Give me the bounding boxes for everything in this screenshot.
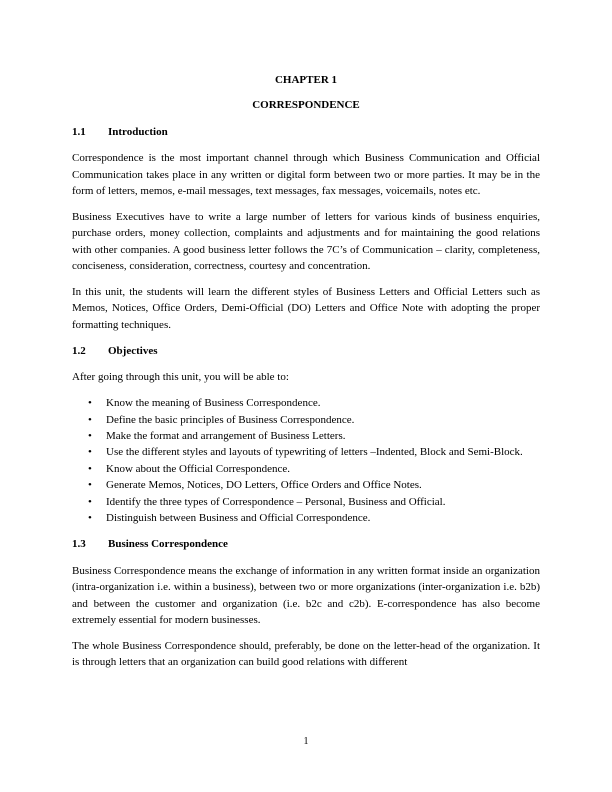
section-number: 1.3 <box>72 538 86 551</box>
section-heading-business-correspondence <box>72 536 540 552</box>
page-content <box>72 72 540 680</box>
page-number: 1 <box>303 736 309 747</box>
bullet-icon: • <box>88 446 92 459</box>
list-item: • Identify the three types of Correspondence – Personal, Business and Official. <box>72 494 540 510</box>
list-item: • Know the meaning of Business Correspondence. <box>72 395 540 411</box>
chapter-label: CHAPTER 1 <box>274 74 338 86</box>
section-title: Objectives <box>108 344 158 357</box>
chapter-title: CORRESPONDENCE <box>252 99 360 112</box>
list-item: • Distinguish between Business and Official Correspondence. <box>72 510 540 526</box>
list-item: • Know about the Official Correspondence. <box>72 461 540 477</box>
list-item: • Generate Memos, Notices, DO Letters, Office Orders and Office Notes. <box>72 477 540 493</box>
bullet-icon: • <box>88 511 92 524</box>
business-paragraph-2: The whole Business Correspondence should, preferably, be done on the letter-head of the organization. It is through letters that an organization can build good relations with different <box>72 639 540 669</box>
bullet-icon: • <box>88 413 92 426</box>
list-item: • Make the format and arrangement of Business Letters. <box>72 428 540 444</box>
bullet-icon: • <box>88 462 92 475</box>
section-title: Introduction <box>108 125 168 138</box>
section-number: 1.2 <box>72 344 86 357</box>
section-heading-introduction <box>72 124 540 140</box>
bullet-icon: • <box>88 429 92 442</box>
bullet-icon: • <box>88 479 92 492</box>
objectives-list <box>72 395 540 526</box>
section-title: Business Correspondence <box>108 538 228 551</box>
objectives-lead: After going through this unit, you will be able to: <box>72 371 289 384</box>
bullet-icon: • <box>88 495 92 508</box>
list-item: • Define the basic principles of Business Correspondence. <box>72 412 540 428</box>
intro-paragraph-2: Business Executives have to write a large number of letters for various kinds of business enquiries, purchase orders, money collection, complaints and adjustments and for maintaining the good relations with other companies. A good business letter follows the 7C’s of Communication – clarity, completeness, conciseness, consideration, correctness, courtesy and concentration. <box>72 210 540 273</box>
list-item: • Use the different styles and layouts of typewriting of letters –Indented, Block and Semi-Block. <box>72 444 540 460</box>
section-heading-objectives <box>72 343 540 359</box>
business-paragraph-1: Business Correspondence means the exchange of information in any written format inside an organization (intra-organization i.e. within a business), between two or more organizations (inter-organization i.e. b2b) and between the customer and organization (i.e. b2c and c2b). E-correspondence has also become extremely essential for modern businesses. <box>72 564 540 626</box>
bullet-icon: • <box>88 397 92 410</box>
intro-paragraph-3: In this unit, the students will learn the different styles of Business Letters and Official Letters such as Memos, Notices, Office Orders, Demi-Official (DO) Letters and Office Note with adopting the proper formatting techniques. <box>72 286 540 331</box>
section-number: 1.1 <box>72 125 86 138</box>
intro-paragraph-1: Correspondence is the most important channel through which Business Communication and Official Communication takes place in any written or digital form between two or more parties. It may be in the form of letters, memos, e-mail messages, text messages, fax messages, voicemails, notes etc. <box>72 152 540 198</box>
